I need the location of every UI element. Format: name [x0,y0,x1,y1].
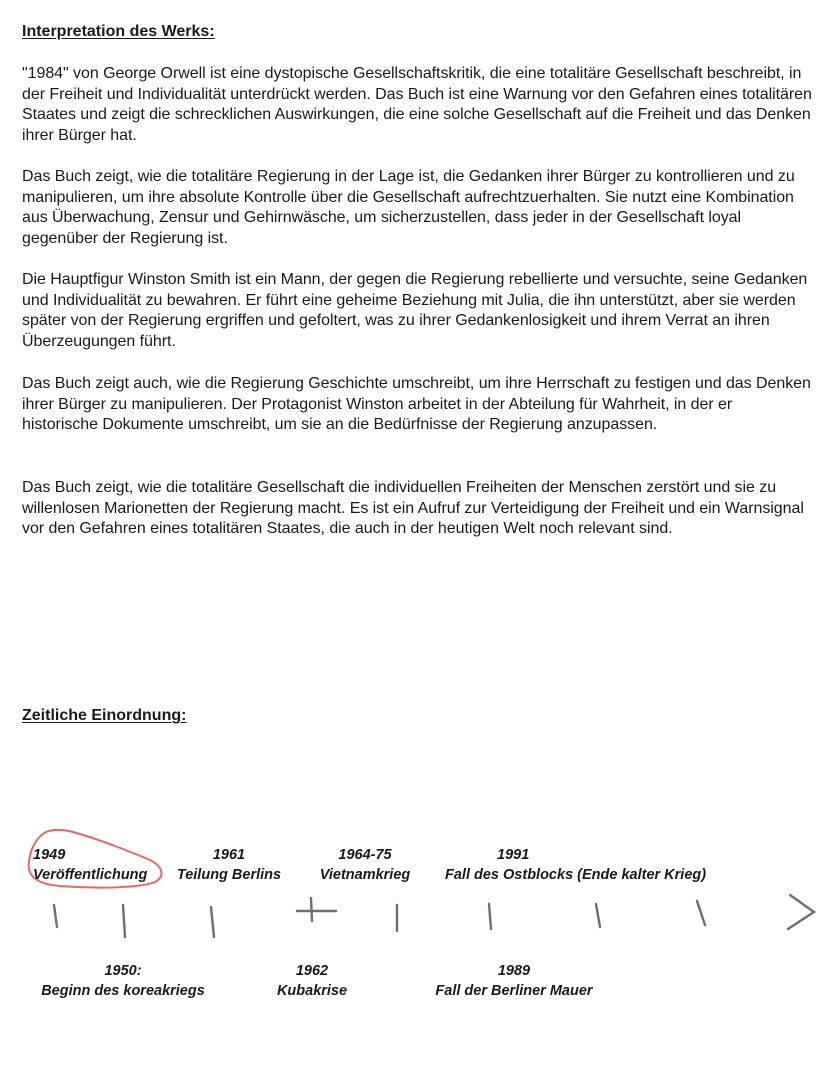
timeline-event-1989 [424,961,604,1001]
event-label: Fall der Berliner Mauer [435,983,593,999]
event-label: Vietnamkrieg [319,867,411,883]
timeline-event-1991 [445,845,706,885]
tick-mark-icon [489,904,491,929]
timeline-heading: Zeitliche Einordnung: [22,707,187,724]
paragraph-2: Das Buch zeigt, wie die totalitäre Regierung in der Lage ist, die Gedanken ihrer Bürger zu kontrollieren und zu manipulieren, um ihre absolute Kontrolle über die Gesellschaft aufrechtzuerhalten. Sie nutzt eine Kombination aus Überwachung, Zensur und Gehirnwäsche, um sicherzustellen, dass jeder in der Gesellschaft loyal gegenüber der Regierung ist. [22,168,795,247]
paragraph-3: Die Hauptfigur Winston Smith ist ein Mann, der gegen die Regierung rebellierte und versuchte, seine Gedanken und Individualität zu bewahren. Er führt eine geheime Beziehung mit Julia, die ihn unterstützt, aber sie werden später von der Regierung ergriffen und gefoltert, was zu ihrer Gedankenlosigkeit und ihrem Verrat an ihren Überzeugungen führt. [22,271,808,350]
timeline-event-1950 [30,961,216,1001]
tick-mark-icon [697,901,705,925]
timeline-event-1962 [270,961,354,1001]
event-label: Beginn des koreakriegs [41,983,205,999]
interpretation-heading: Interpretation des Werks: [22,23,215,40]
event-year: 1949 [33,847,66,863]
tick-mark-icon [123,905,125,937]
paragraph-4: Das Buch zeigt auch, wie die Regierung Geschichte umschreibt, um ihre Herrschaft zu festigen und das Denken ihrer Bürger zu manipulieren. Der Protagonist Winston arbeitet in der Abteilung für Wahrheit, in der er historische Dokumente umschreibt, um sie an die Bedürfnisse der Regierung anzupassen. [22,375,811,434]
event-label: Teilung Berlins [176,867,282,883]
event-year: 1991 [497,847,530,863]
event-year: 1989 [497,963,531,979]
event-year: 1950: [104,963,142,979]
paragraph-5: Das Buch zeigt, wie die totalitäre Gesellschaft die individuellen Freiheiten der Menschen zerstört und sie zu willenlosen Marionetten der Regierung macht. Es ist ein Aufruf zur Verteidigung der Freiheit und ein Warnsignal vor den Gefahren eines totalitären Staates, die auch in der heutigen Welt noch relevant sind. [22,479,804,538]
tick-mark-icon [311,898,312,921]
event-year: 1961 [212,847,246,863]
event-label: Kubakrise [276,983,348,999]
timeline-event-1961 [170,845,288,885]
tick-mark-icon [211,907,214,937]
event-year: 1962 [295,963,329,979]
timeline-event-1964-75 [310,845,420,885]
event-label: Veröffentlichung [33,867,148,883]
event-label: Fall des Ostblocks (Ende kalter Krieg) [445,867,707,883]
timeline-event-1949 [33,845,147,885]
tick-mark-icon [596,904,600,927]
tick-mark-icon [54,905,57,927]
paragraph-1: "1984" von George Orwell ist eine dystopische Gesellschaftskritik, die eine totalitäre Gesellschaft beschreibt, in der Freiheit und Individualität unterdrückt werden. Das Buch ist eine Warnung vor den Gefahren eines totalitären Staates und zeigt die schrecklichen Auswirkungen, die eine solche Gesellschaft auf die Freiheit und das Denken ihrer Bürger hat. [22,65,812,144]
event-year: 1964-75 [338,847,392,863]
arrow-right-icon [788,895,814,929]
